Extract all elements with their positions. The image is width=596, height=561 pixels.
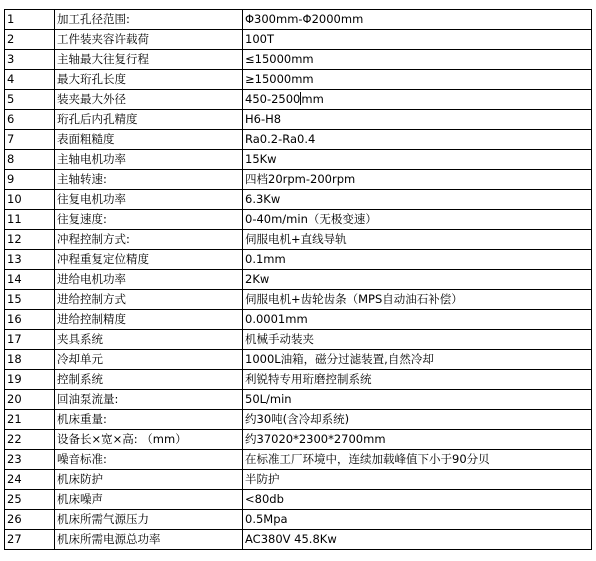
spec-value: 半防护 bbox=[243, 470, 592, 490]
table-row bbox=[5, 270, 592, 290]
spec-item: 进给电机功率 bbox=[55, 270, 243, 290]
spec-value: 2Kw bbox=[243, 270, 592, 290]
row-number: 13 bbox=[5, 250, 55, 270]
table-row bbox=[5, 430, 592, 450]
value-text-after-cursor: mm bbox=[301, 92, 324, 106]
spec-value: 0.0001mm bbox=[243, 310, 592, 330]
table-row bbox=[5, 330, 592, 350]
row-number: 10 bbox=[5, 190, 55, 210]
row-number: 2 bbox=[5, 30, 55, 50]
spec-value: Φ300mm-Φ2000mm bbox=[243, 10, 592, 30]
spec-item: 机床所需气源压力 bbox=[55, 510, 243, 530]
spec-item: 机床噪声 bbox=[55, 490, 243, 510]
table-row bbox=[5, 470, 592, 490]
row-number: 19 bbox=[5, 370, 55, 390]
spec-value-editing[interactable] bbox=[243, 90, 592, 110]
spec-item: 装夹最大外径 bbox=[55, 90, 243, 110]
table-row bbox=[5, 310, 592, 330]
row-number: 12 bbox=[5, 230, 55, 250]
row-number: 20 bbox=[5, 390, 55, 410]
value-text-before-cursor: 450-2500 bbox=[245, 92, 301, 106]
table-row bbox=[5, 490, 592, 510]
spec-item: 机床所需电源总功率 bbox=[55, 530, 243, 550]
spec-value: 1000L油箱，磁分过滤装置,自然冷却 bbox=[243, 350, 592, 370]
spec-item: 加工孔径范围: bbox=[55, 10, 243, 30]
spec-item: 冲程控制方式: bbox=[55, 230, 243, 250]
row-number: 18 bbox=[5, 350, 55, 370]
row-number: 24 bbox=[5, 470, 55, 490]
spec-item: 进给控制方式 bbox=[55, 290, 243, 310]
spec-value: 约30吨(含冷却系统) bbox=[243, 410, 592, 430]
spec-item: 控制系统 bbox=[55, 370, 243, 390]
spec-value: 100T bbox=[243, 30, 592, 50]
table-row bbox=[5, 170, 592, 190]
row-number: 9 bbox=[5, 170, 55, 190]
table-row bbox=[5, 130, 592, 150]
row-number: 26 bbox=[5, 510, 55, 530]
spec-item: 最大珩孔长度 bbox=[55, 70, 243, 90]
spec-value: ≤15000mm bbox=[243, 50, 592, 70]
table-row bbox=[5, 290, 592, 310]
row-number: 15 bbox=[5, 290, 55, 310]
table-row bbox=[5, 410, 592, 430]
row-number: 6 bbox=[5, 110, 55, 130]
table-row bbox=[5, 230, 592, 250]
row-number: 8 bbox=[5, 150, 55, 170]
spec-table-body bbox=[5, 10, 592, 550]
spec-item: 进给控制精度 bbox=[55, 310, 243, 330]
spec-value: 在标准工厂环境中，连续加载峰值下小于90分贝 bbox=[243, 450, 592, 470]
spec-value: 15Kw bbox=[243, 150, 592, 170]
spec-item: 主轴转速: bbox=[55, 170, 243, 190]
table-row bbox=[5, 390, 592, 410]
row-number: 4 bbox=[5, 70, 55, 90]
spec-value: Ra0.2-Ra0.4 bbox=[243, 130, 592, 150]
spec-table bbox=[4, 9, 592, 550]
table-row bbox=[5, 30, 592, 50]
spec-value: 伺服电机+齿轮齿条（MPS自动油石补偿） bbox=[243, 290, 592, 310]
spec-value: AC380V 45.8Kw bbox=[243, 530, 592, 550]
spec-value: 0.5Mpa bbox=[243, 510, 592, 530]
spec-item: 机床重量: bbox=[55, 410, 243, 430]
spec-value: 6.3Kw bbox=[243, 190, 592, 210]
row-number: 22 bbox=[5, 430, 55, 450]
spec-item: 往复电机功率 bbox=[55, 190, 243, 210]
spec-item: 噪音标准: bbox=[55, 450, 243, 470]
table-row bbox=[5, 50, 592, 70]
spec-item: 珩孔后内孔精度 bbox=[55, 110, 243, 130]
spec-item: 工件装夹容许载荷 bbox=[55, 30, 243, 50]
row-number: 3 bbox=[5, 50, 55, 70]
spec-value: H6-H8 bbox=[243, 110, 592, 130]
spec-item: 表面粗糙度 bbox=[55, 130, 243, 150]
spec-value: 50L/min bbox=[243, 390, 592, 410]
spec-item: 往复速度: bbox=[55, 210, 243, 230]
spec-item: 冲程重复定位精度 bbox=[55, 250, 243, 270]
spec-item: 主轴电机功率 bbox=[55, 150, 243, 170]
spec-value: 0.1mm bbox=[243, 250, 592, 270]
table-row bbox=[5, 370, 592, 390]
spec-value: 四档20rpm-200rpm bbox=[243, 170, 592, 190]
row-number: 14 bbox=[5, 270, 55, 290]
row-number: 5 bbox=[5, 90, 55, 110]
table-row bbox=[5, 10, 592, 30]
spec-item: 夹具系统 bbox=[55, 330, 243, 350]
row-number: 7 bbox=[5, 130, 55, 150]
row-number: 21 bbox=[5, 410, 55, 430]
spec-item: 回油泵流量: bbox=[55, 390, 243, 410]
table-row bbox=[5, 70, 592, 90]
table-row bbox=[5, 530, 592, 550]
table-row bbox=[5, 510, 592, 530]
table-row bbox=[5, 250, 592, 270]
spec-value: 约37020*2300*2700mm bbox=[243, 430, 592, 450]
table-row bbox=[5, 450, 592, 470]
row-number: 11 bbox=[5, 210, 55, 230]
spec-value: ≥15000mm bbox=[243, 70, 592, 90]
spec-item: 机床防护 bbox=[55, 470, 243, 490]
spec-item: 设备长×宽×高: （mm） bbox=[55, 430, 243, 450]
spec-value: 0-40m/min（无极变速） bbox=[243, 210, 592, 230]
row-number: 27 bbox=[5, 530, 55, 550]
row-number: 17 bbox=[5, 330, 55, 350]
table-row bbox=[5, 350, 592, 370]
table-row bbox=[5, 150, 592, 170]
spec-value: <80db bbox=[243, 490, 592, 510]
row-number: 16 bbox=[5, 310, 55, 330]
row-number: 23 bbox=[5, 450, 55, 470]
spec-value: 利锐特专用珩磨控制系统 bbox=[243, 370, 592, 390]
table-row bbox=[5, 210, 592, 230]
spec-value: 机械手动装夹 bbox=[243, 330, 592, 350]
spec-value: 伺服电机+直线导轨 bbox=[243, 230, 592, 250]
row-number: 1 bbox=[5, 10, 55, 30]
spec-item: 冷却单元 bbox=[55, 350, 243, 370]
row-number: 25 bbox=[5, 490, 55, 510]
table-row bbox=[5, 110, 592, 130]
spec-item: 主轴最大往复行程 bbox=[55, 50, 243, 70]
table-row bbox=[5, 190, 592, 210]
table-row bbox=[5, 90, 592, 110]
